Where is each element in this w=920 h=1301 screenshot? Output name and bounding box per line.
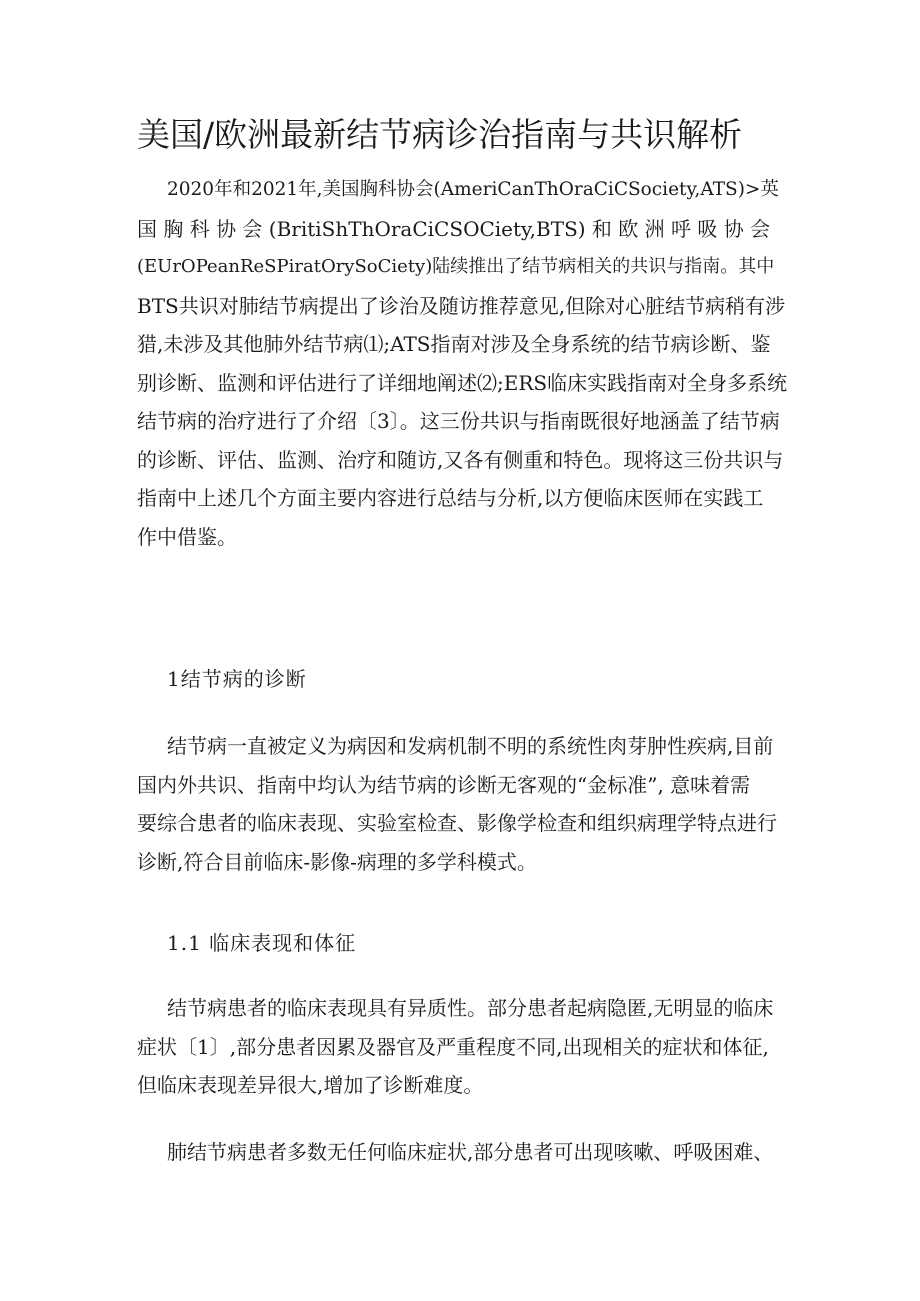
intro-line: 国 胸 科 协 会 (BritiShThOraCiCSOCiety,BTS) 和 欧 洲 呼 吸 协 会 [137, 216, 771, 241]
pulmonary-line: 肺结节病患者多数无任何临床症状,部分患者可出现咳嗽、呼吸困难、 [167, 1140, 774, 1164]
diagnosis-line: 国内外共识、指南中均认为结节病的诊断无客观的“金标准”, 意味着需 [137, 772, 751, 797]
intro-line: BTS共识对肺结节病提出了诊治及随访推荐意见,但除对心脏结节病稍有涉 [137, 293, 786, 318]
intro-line: 猎,未涉及其他肺外结节病⑴;ATS指南对涉及全身系统的结节病诊断、鉴 [137, 332, 771, 356]
intro-line: 作中借鉴。 [137, 524, 237, 549]
clinical-line: 但临床表现差异很大,增加了诊断难度。 [137, 1073, 484, 1097]
intro-line: 结节病的治疗进行了介绍〔3〕。这三份共识与指南既很好地涵盖了结节病 [137, 409, 780, 433]
intro-line: 指南中上述几个方面主要内容进行总结与分析,以方便临床医师在实践工 [137, 486, 764, 510]
intro-line: 的诊断、评估、监测、治疗和随访,又各有侧重和特色。现将这三份共识与 [137, 447, 784, 472]
clinical-line: 结节病患者的临床表现具有异质性。部分患者起病隐匿,无明显的临床 [167, 996, 774, 1020]
pulmonary-paragraph [137, 1133, 787, 1172]
clinical-line: 症状〔1〕,部分患者因累及器官及严重程度不同,出现相关的症状和体征, [137, 1034, 769, 1059]
section-heading-clinical: 1.1 临床表现和体征 [167, 931, 357, 955]
diagnosis-line: 结节病一直被定义为病因和发病机制不明的系统性肉芽肿性疾病,目前 [167, 734, 774, 758]
section-heading-diagnosis: 1结节病的诊断 [167, 667, 307, 691]
intro-line: 别诊断、监测和评估进行了详细地阐述⑵;ERS临床实践指南对全身多系统 [137, 370, 788, 395]
intro-paragraph [137, 171, 787, 556]
intro-line: 2020年和2021年,美国胸科协会(AmeriCanThOraCiCSociety,ATS)>英 [167, 179, 779, 200]
clinical-paragraph [137, 989, 787, 1105]
diagnosis-line: 诊断,符合目前临床-影像-病理的多学科模式。 [137, 849, 537, 874]
document-title: 美国/欧洲最新结节病诊治指南与共识解析 [137, 115, 743, 154]
diagnosis-paragraph [137, 727, 787, 881]
intro-line: (EUrOPeanReSPiratOrySoCiety)陆续推出了结节病相关的共识与指南。其中 [137, 256, 775, 277]
diagnosis-line: 要综合患者的临床表现、实验室检查、影像学检查和组织病理学特点进行 [137, 811, 777, 835]
